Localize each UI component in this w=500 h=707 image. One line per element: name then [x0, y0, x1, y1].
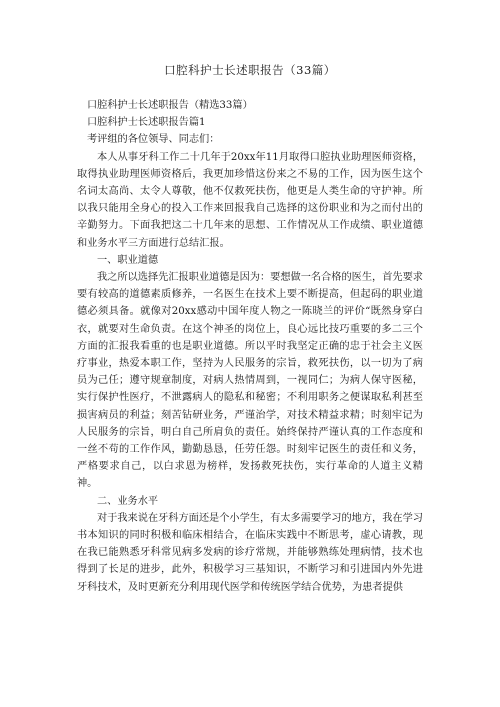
body-paragraph: 本人从事牙科工作二十几年于20xx年11月取得口腔执业助理医师资格，取得执业助理医师资格后，我更加珍惜这份来之不易的工作，因为医生这个名词太高尚、太令人尊敬，他不仅救死扶伤，他更是人类生命的守护神。所以我只能用全身心的投入工作来回报我自己选择的这份职业和为之而付出的辛勤努力。下面我把这二十几年来的思想、工作情况从工作成绩、职业道德和业务水平三方面进行总结汇报。 [77, 151, 423, 249]
body-paragraph: 对于我来说在牙科方面还是个小学生，有太多需要学习的地方，我在学习书本知识的同时积极和临床相结合，在临床实践中不断思考，虚心请教，现在我已能熟悉牙科常见病多发病的诊疗常规，并能够熟练处理病情，技术也得到了长足的进步，此外，积极学习三基知识，不断学习和引进国内外先进牙科技术，及时更新充分利用现代医学和传统医学结合优势，为患者提供 [77, 512, 423, 593]
document-title: 口腔科护士长述职报告（33篇） [164, 63, 336, 77]
body-paragraph: 我之所以选择先汇报职业道德是因为：要想做一名合格的医生，首先要求要有较高的道德素质修养，一名医生在技术上要不断提高，但起码的职业道德必须具备。就像对20xx感动中国年度人物之一陈晓兰的评价“既然身穿白衣，就要对生命负责。在这个神圣的岗位上，良心远比技巧重要的多二三个方面的汇报我看重的也是职业道德。所以平时我坚定正确的忠于社会主义医疗事业，热爱本职工作，坚持为人民服务的宗旨，救死扶伤，以一切为了病员为己任；遵守规章制度，对病人热情周到，一视同仁；为病人保守医秘，实行保护性医疗，不泄露病人的隐私和秘密；不利用职务之便谋取私利甚至损害病员的利益；刻苦钻研业务，严谨治学，对技术精益求精；时刻牢记为人民服务的宗旨，明白自己所肩负的责任。始终保持严谨认真的工作态度和一丝不苟的工作作风，勤勤恳恳，任劳任怨。时刻牢记医生的责任和义务，严格要求自己，以白求恩为榜样，发扬救死扶伤，实行革命的人道主义精神。 [77, 272, 423, 490]
section-heading: 二、业务水平 [97, 495, 159, 507]
subtitle: 口腔科护士长述职报告（精选33篇） [87, 100, 253, 111]
section-heading: 口腔科护士长述职报告篇1 [87, 117, 206, 129]
salutation: 考评组的各位领导、同志们： [87, 134, 220, 146]
section-heading: 一、职业道德 [97, 254, 159, 266]
document-body [77, 97, 423, 596]
